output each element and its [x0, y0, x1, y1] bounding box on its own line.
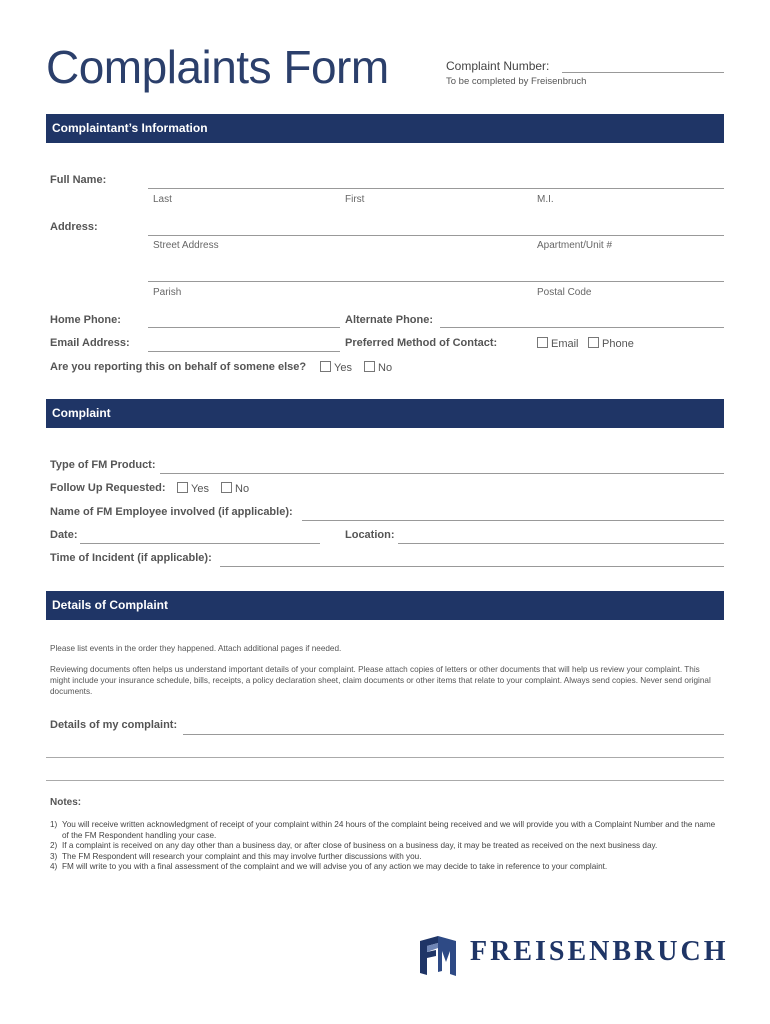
complaint-number-note: To be completed by Freisenbruch	[446, 76, 587, 87]
details-instruction-2: Reviewing documents often helps us understand important details of your complaint. Please attach copies of letters or other documents that will help us review your complaint. This might include your insurance schedule, bills, receipts, a policy declaration sheet, claim documents or other items that relate to your complaint. Always send copies. Never send original documents.	[50, 665, 711, 696]
note-item: 2) If a complaint is received on any day other than a business day, or after close of business on a business day, it may be treated as received on the next business day.	[50, 841, 658, 850]
follow-up-label: Follow Up Requested:	[50, 482, 166, 494]
section-header-complainant: Complaintant’s Information	[46, 114, 724, 143]
alternate-phone-field[interactable]	[440, 327, 724, 328]
note-item: 3) The FM Respondent will research your complaint and this may involve further discussions with you.	[50, 851, 422, 861]
section-header-complaint: Complaint	[46, 399, 724, 428]
notes-list	[50, 820, 720, 873]
date-field[interactable]	[80, 543, 320, 544]
first-name-caption: First	[345, 194, 365, 205]
contact-email-checkbox[interactable]	[537, 337, 548, 348]
notes-title: Notes:	[50, 797, 82, 808]
contact-phone-option[interactable]: Phone	[588, 337, 634, 350]
street-address-field[interactable]	[148, 235, 724, 236]
behalf-yes-option[interactable]: Yes	[320, 361, 352, 374]
employee-label: Name of FM Employee involved (if applicable):	[50, 506, 293, 518]
behalf-no-checkbox[interactable]	[364, 361, 375, 372]
location-label: Location:	[345, 529, 395, 541]
freisenbruch-wordmark: FREISENBRUCH	[470, 936, 729, 967]
postal-code-caption: Postal Code	[537, 287, 592, 298]
note-item: 4) FM will write to you with a final assessment of the complaint and we will advise you of any action we may decide to take in reference to your complaint.	[50, 862, 608, 871]
contact-phone-checkbox[interactable]	[588, 337, 599, 348]
parish-field[interactable]	[148, 281, 724, 282]
contact-email-option[interactable]: Email	[537, 337, 579, 350]
product-type-field[interactable]	[160, 473, 724, 474]
details-line-2[interactable]	[46, 757, 724, 758]
last-name-caption: Last	[153, 194, 172, 205]
middle-initial-caption: M.I.	[537, 194, 554, 205]
home-phone-label: Home Phone:	[50, 314, 121, 326]
note-item: 1) You will receive written acknowledgment of receipt of your complaint within 24 hours of the complaint being received and we will provide you with a Complaint Number and the name of the FM Respondent handling your case.	[50, 820, 716, 840]
section-header-details: Details of Complaint	[46, 591, 724, 620]
my-complaint-field[interactable]	[183, 734, 724, 735]
date-label: Date:	[50, 529, 78, 541]
details-instruction-1: Please list events in the order they happened. Attach additional pages if needed.	[50, 644, 342, 653]
home-phone-field[interactable]	[148, 327, 340, 328]
fm-logo-icon	[418, 935, 458, 977]
full-name-field[interactable]	[148, 188, 724, 189]
behalf-question: Are you reporting this on behalf of somene else?	[50, 361, 307, 373]
my-complaint-label: Details of my complaint:	[50, 719, 178, 731]
follow-up-no-checkbox[interactable]	[221, 482, 232, 493]
details-line-3[interactable]	[46, 780, 724, 781]
apartment-caption: Apartment/Unit #	[537, 240, 613, 251]
behalf-yes-checkbox[interactable]	[320, 361, 331, 372]
address-label: Address:	[50, 221, 98, 233]
follow-up-yes-checkbox[interactable]	[177, 482, 188, 493]
complaint-number-label: Complaint Number:	[446, 59, 550, 73]
location-field[interactable]	[398, 543, 724, 544]
email-address-label: Email Address:	[50, 337, 130, 349]
product-type-label: Type of FM Product:	[50, 459, 156, 471]
employee-field[interactable]	[302, 520, 724, 521]
alternate-phone-label: Alternate Phone:	[345, 314, 434, 326]
street-address-caption: Street Address	[153, 240, 219, 251]
full-name-label: Full Name:	[50, 174, 107, 186]
email-address-field[interactable]	[148, 351, 340, 352]
contact-method-label: Preferred Method of Contact:	[345, 337, 498, 349]
form-title: Complaints Form	[46, 41, 389, 93]
follow-up-no-option[interactable]: No	[221, 482, 249, 495]
follow-up-yes-option[interactable]: Yes	[177, 482, 209, 495]
behalf-no-option[interactable]: No	[364, 361, 392, 374]
complaint-number-field[interactable]	[562, 72, 724, 73]
incident-time-field[interactable]	[220, 566, 724, 567]
incident-time-label: Time of Incident (if applicable):	[50, 552, 212, 564]
parish-caption: Parish	[153, 287, 182, 298]
